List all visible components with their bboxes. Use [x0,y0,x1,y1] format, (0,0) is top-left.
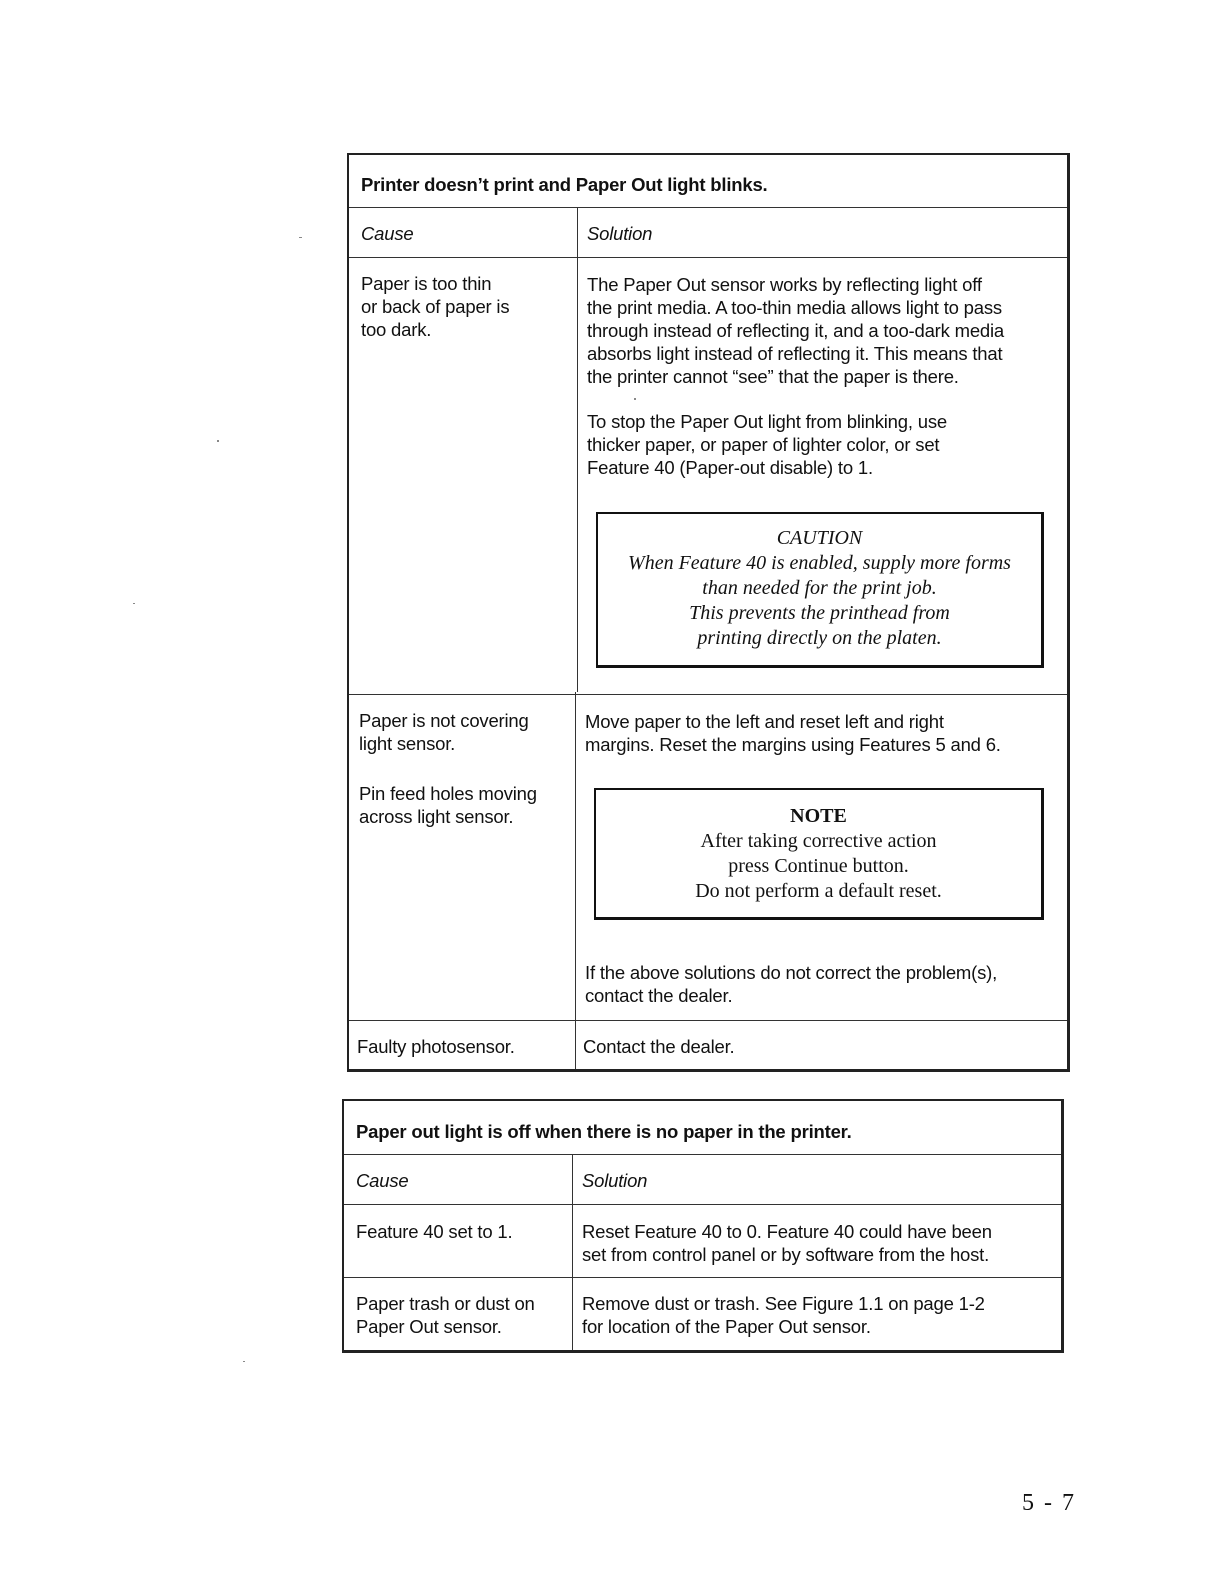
table-title-row [344,1101,1061,1155]
scan-speck [133,603,135,604]
solution-line: thicker paper, or paper of lighter color, or set [587,434,940,455]
caution-box [596,512,1044,668]
cause-line: across light sensor. [359,806,514,827]
table-header-row [344,1155,1061,1205]
note-box [594,788,1044,920]
table-row [349,695,1067,1021]
scan-speck [217,440,219,442]
table-title: Paper out light is off when there is no paper in the printer. [356,1121,852,1142]
solution-header: Solution [587,223,653,244]
cause-header: Cause [356,1170,409,1191]
solution-line: contact the dealer. [585,985,733,1006]
table-title-row [349,155,1067,208]
solution-line: If the above solutions do not correct the problem(s), [585,962,998,983]
table-row [349,258,1067,695]
solution-line: the printer cannot “see” that the paper is there. [587,366,959,387]
column-divider [577,208,578,692]
scan-speck [243,1361,245,1362]
caution-line: When Feature 40 is enabled, supply more forms [628,552,1011,574]
note-heading: NOTE [790,805,847,827]
cause-cell [361,272,509,694]
troubleshooting-table-paper-out-off [342,1099,1064,1353]
solution-cell [582,1220,1053,1277]
table-row [349,1021,1067,1069]
page-number: 5 - 7 [1022,1490,1076,1516]
table-header-row [349,208,1067,258]
note-line: press Continue button. [728,855,909,877]
caution-line: printing directly on the platen. [697,627,942,649]
cause-line: Paper is not covering [359,710,529,731]
solution-line: set from control panel or by software from the host. [582,1244,990,1265]
scan-speck [299,237,302,238]
troubleshooting-table-paper-out-blinks [347,153,1070,1072]
solution-line: through instead of reflecting it, and a too-dark media [587,320,1005,341]
cause-line: Pin feed holes moving [359,783,537,804]
table-row [344,1278,1061,1350]
cause-cell: Faulty photosensor. [357,1036,515,1057]
solution-line: for location of the Paper Out sensor. [582,1316,871,1337]
table-title: Printer doesn’t print and Paper Out light blinks. [361,174,768,195]
column-divider [575,692,576,1069]
solution-line: Remove dust or trash. See Figure 1.1 on page 1-2 [582,1293,985,1314]
cause-line: or back of paper is [361,296,510,317]
cause-cell [356,1292,535,1350]
table-row [344,1205,1061,1278]
solution-cell: Contact the dealer. [583,1036,735,1057]
solution-line: To stop the Paper Out light from blinking, use [587,411,947,432]
solution-cell [582,1292,1053,1350]
solution-line: margins. Reset the margins using Features 5 and 6. [585,734,1001,755]
solution-cell-followup [585,961,1059,1020]
caution-heading: CAUTION [776,527,863,549]
cause-line: Paper is too thin [361,273,492,294]
cause-line: Paper Out sensor. [356,1316,502,1337]
solution-header: Solution [582,1170,648,1191]
note-line: After taking corrective action [700,830,937,852]
cause-line: Paper trash or dust on [356,1293,535,1314]
cause-cell [359,709,537,1020]
solution-line: Reset Feature 40 to 0. Feature 40 could have been [582,1221,992,1242]
solution-line: absorbs light instead of reflecting it. This means that [587,343,1003,364]
solution-line: Feature 40 (Paper-out disable) to 1. [587,457,873,478]
solution-line: The Paper Out sensor works by reflecting light off [587,274,982,295]
solution-line: the print media. A too-thin media allows light to pass [587,297,1002,318]
note-line: Do not perform a default reset. [695,880,942,902]
caution-line: This prevents the printhead from [689,602,950,624]
cause-line: too dark. [361,319,432,340]
cause-cell: Feature 40 set to 1. [356,1221,513,1242]
cause-line: light sensor. [359,733,456,754]
column-divider [572,1155,573,1350]
caution-line: than needed for the print job. [702,577,937,599]
scan-speck [634,398,636,400]
cause-header: Cause [361,223,414,244]
solution-line: Move paper to the left and reset left and right [585,711,944,732]
